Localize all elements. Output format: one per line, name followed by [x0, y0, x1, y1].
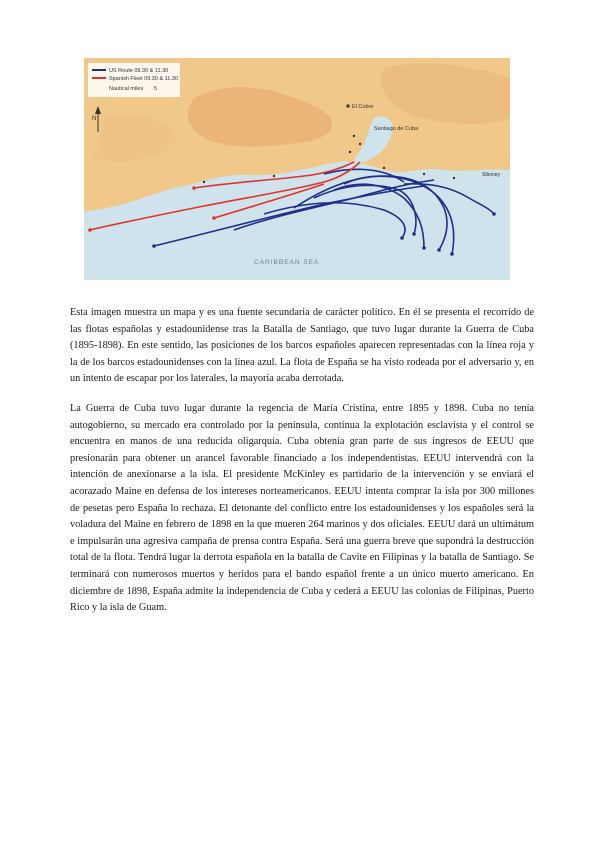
- place-siboney: Siboney: [482, 172, 501, 178]
- paragraph-2: La Guerra de Cuba tuvo lugar durante la regencia de María Cristina, entre 1895 y 1898. Cuba no tenía autogobierno, su mercado era controlado por la península, continua la explotación esclavista y el control se encuentra en manos de una reducida oligarquía. Cuba obtenía gran parte de sus ingresos de EEUU que presionarán para obtener un arancel favorable financiado a los independentistas. EEUU intervendrá con la intención de anexionarse a la isla. El presidente McKinley es partidario de la intervención y se enviará el acorazado Maine en defensa de los intereses norteamericanos. EEUU intenta comprar la isla por 300 millones de pesetas pero España lo rechaza. El detonante del conflicto entre los estadounidenses y los españoles será la voladura del Maine en febrero de 1898 en la que mueren 264 marinos y dos oficiales. EEUU dará un ultimátum e impulsarán una agresiva campaña de prensa contra España. Será una guerra breve que supondrá la destrucción total de la flota. Tendrá lugar la derrota española en la batalla de Cavite en Filipinas y la batalla de Santiago. Se terminará con numerosos muertos y heridos para el bando español frente a un único muerto americano. En diciembre de 1898, España admite la independencia de Cuba y cederá a EEUU las colonias de Filipinas, Puerto Rico y la isla de Guam.: [70, 403, 534, 614]
- legend-us-route: US Route 09.30 & 11.30: [109, 68, 169, 74]
- map-graphic: [84, 58, 510, 280]
- map-legend: [88, 63, 180, 97]
- legend-spanish-fleet: Spanish Fleet 09.30 & 11.30: [109, 76, 179, 82]
- place-santiago: Santiago de Cuba: [374, 126, 419, 132]
- legend-scale-value: 5: [154, 86, 158, 92]
- sea-label: CARIBBEAN SEA: [254, 259, 320, 266]
- north-label: N: [92, 116, 97, 122]
- paragraph-1: Esta imagen muestra un mapa y es una fuente secundaria de carácter político. En él se presenta el recorrido de las flotas españolas y estadounidense tras la Batalla de Santiago, que tuvo lugar durante la Guerra de Cuba (1895-1898). En este sentido, las posiciones de los barcos españoles aparecen representadas con la línea roja y la de los barcos estadounidenses con la línea azul. La flota de España se ha visto rodeada por el adversario y, en un intento de escapar por los laterales, la mayoría acaba derrotada.: [70, 307, 534, 385]
- battle-map: [84, 58, 510, 280]
- legend-nautical-miles: Nautical miles: [109, 86, 144, 92]
- place-el-cobre: El Cobre: [352, 104, 374, 110]
